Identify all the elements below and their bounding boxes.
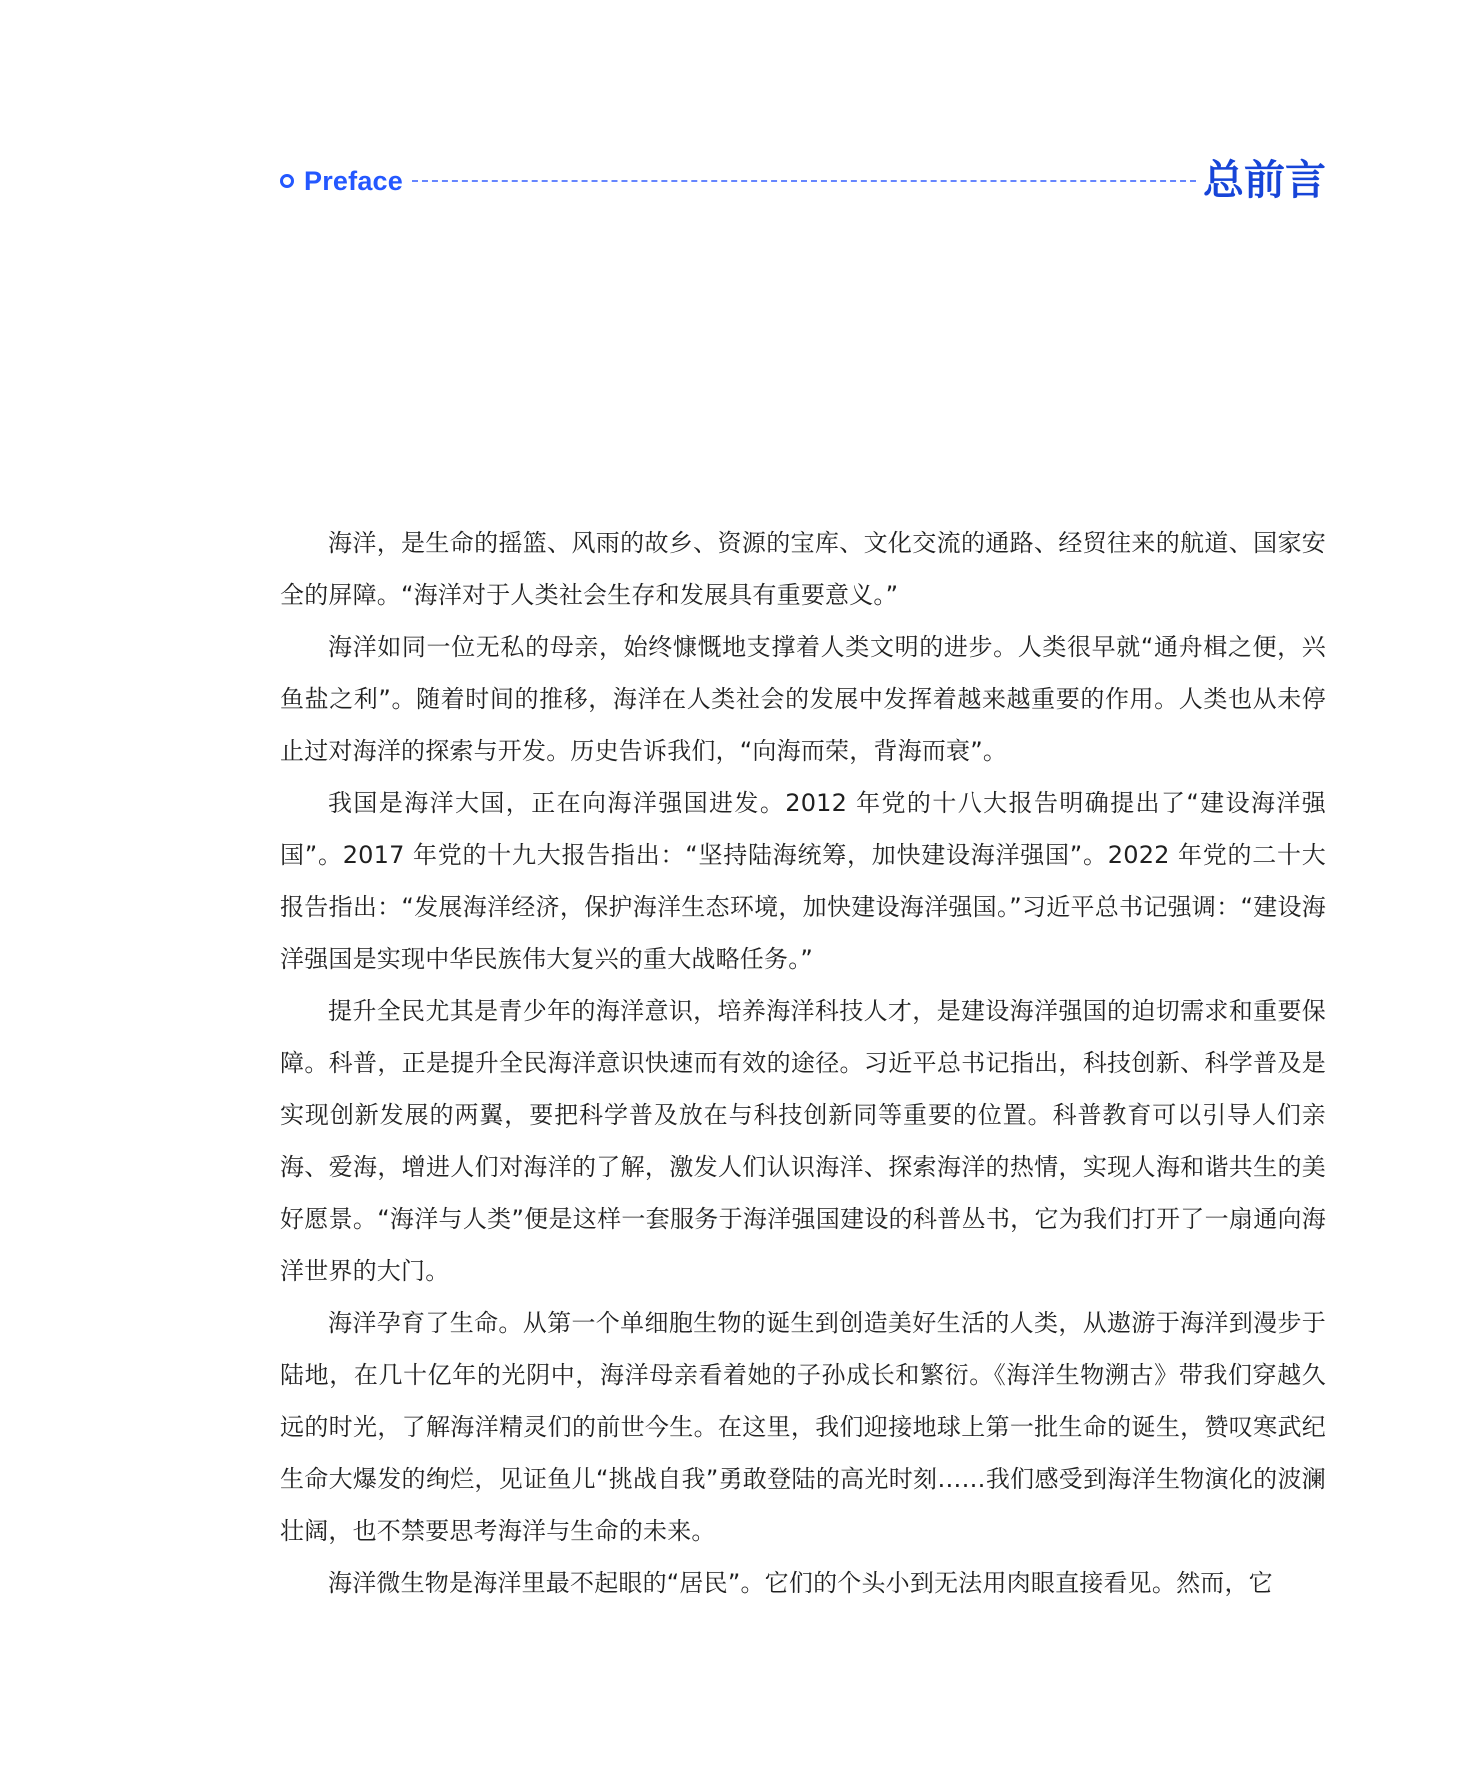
header-divider: [412, 180, 1196, 182]
paragraph-2: 海洋如同一位无私的母亲，始终慷慨地支撑着人类文明的进步。人类很早就“通舟楫之便，兴鱼盐之利”。随着时间的推移，海洋在人类社会的发展中发挥着越来越重要的作用。人类也从未停止过对海洋的探索与开发。历史告诉我们，“向海而荣，背海而衰”。: [280, 633, 1326, 765]
paragraph-6: 海洋微生物是海洋里最不起眼的“居民”。它们的个头小到无法用肉眼直接看见。然而，它: [328, 1569, 1273, 1597]
preface-body: [280, 517, 1326, 1609]
preface-label: Preface: [304, 165, 403, 196]
page-title: 总前言: [1203, 156, 1326, 204]
paragraph-4: 提升全民尤其是青少年的海洋意识，培养海洋科技人才，是建设海洋强国的迫切需求和重要保障。科普，正是提升全民海洋意识快速而有效的途径。习近平总书记指出，科技创新、科学普及是实现创新发展的两翼，要把科学普及放在与科技创新同等重要的位置。科普教育可以引导人们亲海、爱海，增进人们对海洋的了解，激发人们认识海洋、探索海洋的热情，实现人海和谐共生的美好愿景。“海洋与人类”便是这样一套服务于海洋强国建设的科普丛书，它为我们打开了一扇通向海洋世界的大门。: [280, 997, 1326, 1285]
paragraph-3: 我国是海洋大国，正在向海洋强国进发。2012 年党的十八大报告明确提出了“建设海洋强国”。2017 年党的十九大报告指出：“坚持陆海统筹，加快建设海洋强国”。2022 年党的二十大报告指出：“发展海洋经济，保护海洋生态环境，加快建设海洋强国。”习近平总书记强调：“建设海洋强国是实现中华民族伟大复兴的重大战略任务。”: [280, 789, 1326, 973]
bullet-ring-icon: [280, 174, 294, 188]
paragraph-5: 海洋孕育了生命。从第一个单细胞生物的诞生到创造美好生活的人类，从遨游于海洋到漫步于陆地，在几十亿年的光阴中，海洋母亲看着她的子孙成长和繁衍。《海洋生物溯古》带我们穿越久远的时光，了解海洋精灵们的前世今生。在这里，我们迎接地球上第一批生命的诞生，赞叹寒武纪生命大爆发的绚烂，见证鱼儿“挑战自我”勇敢登陆的高光时刻……我们感受到海洋生物演化的波澜壮阔，也不禁要思考海洋与生命的未来。: [280, 1309, 1326, 1545]
preface-label-group: [280, 160, 403, 202]
page-header: [280, 156, 1326, 204]
paragraph-1: 海洋，是生命的摇篮、风雨的故乡、资源的宝库、文化交流的通路、经贸往来的航道、国家安全的屏障。“海洋对于人类社会生存和发展具有重要意义。”: [280, 529, 1326, 609]
